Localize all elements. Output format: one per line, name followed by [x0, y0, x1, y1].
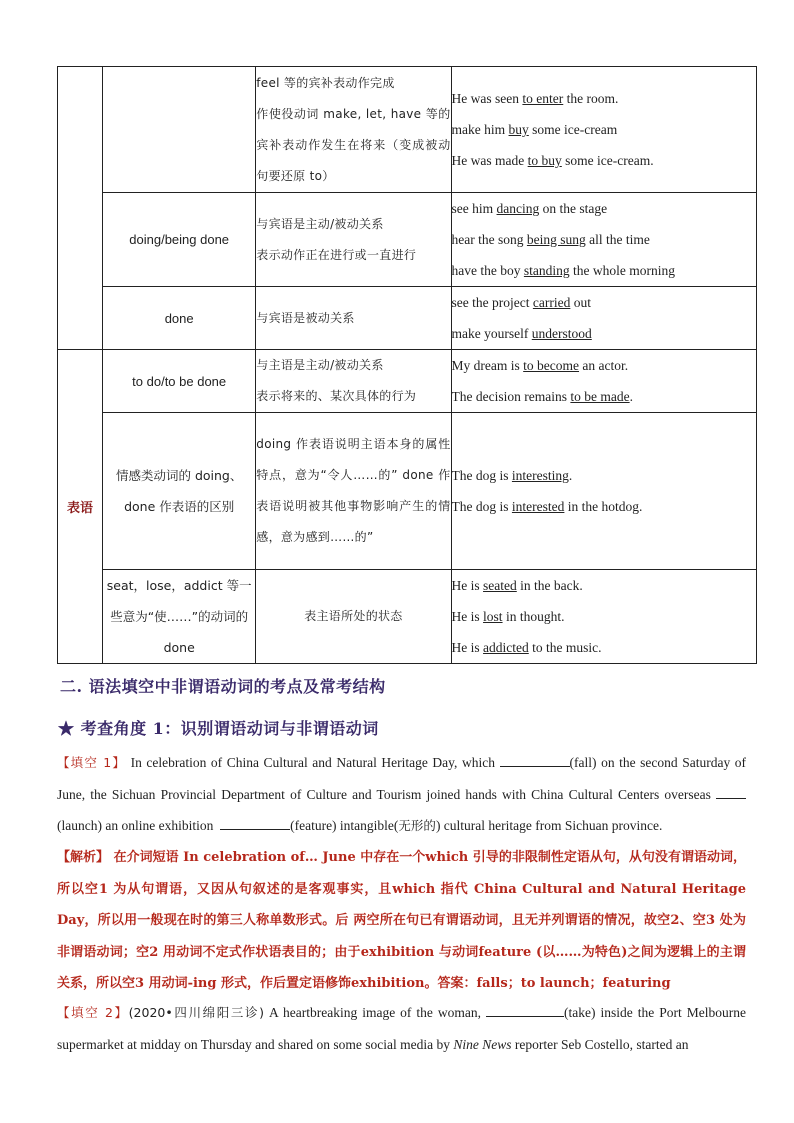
- usage-cell: doing 作表语说明主语本身的属性特点，意为“令人……的” done 作表语说明被其他事物影响产生的情感，意为感到……的”: [256, 413, 451, 570]
- answer-blank[interactable]: [486, 1003, 564, 1017]
- example-line: hear the song being sung all the time: [451, 232, 650, 247]
- non-finite-verb-table: [57, 66, 757, 664]
- form-cell: 情感类动词的 doing、done 作表语的区别: [103, 413, 256, 570]
- example-line: see the project carried out: [451, 295, 591, 310]
- underlined-verb: addicted: [483, 640, 529, 655]
- underlined-verb: standing: [523, 263, 570, 278]
- usage-line: 表示将来的、某次具体的行为: [256, 389, 417, 403]
- underlined-verb: interested: [511, 499, 565, 514]
- underlined-verb: seated: [483, 578, 517, 593]
- analysis-text: 在介词短语 In celebration of… June 中存在一个which 引导的非限制性定语从句，从句没有谓语动词，所以空1 为从句谓语，又因从句叙述的是客观事实，且which 指代 China Cultural and Natural Heritage Day，所以用一般现在时的第三人称单数形式。后 两空所在句已有谓语动词，且无并列谓语的情况，故空2、空3 处为非谓语动词；空2 用动词不定式作状语表目的；由于exhibition 与动词feature (以……为特色)之间为逻辑上的主谓关系，所以空3 用动词-ing 形式，作后置定语修饰exhibition。答案：falls；to launch；featuring: [57, 850, 746, 991]
- underlined-verb: to buy: [527, 153, 562, 168]
- example-line: have the boy standing the whole morning: [451, 263, 676, 278]
- category-cell-object-complement: [58, 67, 103, 350]
- sub-heading: ★ 考查角度 1：识别谓语动词与非谓语动词: [58, 719, 379, 738]
- example-cell: [451, 67, 756, 193]
- example-line: He is addicted to the music.: [451, 640, 602, 655]
- question-1: 【填空 1】 In celebration of China Cultural and Natural Heritage Day, which (fall) on the second Saturday of June, the Sichuan Provincial Department of Culture and Tourism joined hands with China Cultural Centers overseas (launch) an online exhibition (feature) intangible(无形的) cultural heritage from Sichuan province.: [57, 755, 747, 833]
- underlined-verb: carried: [532, 295, 571, 310]
- usage-line: 与宾语是主动/被动关系: [256, 216, 384, 231]
- usage-cell: [256, 287, 451, 350]
- table-row: [58, 413, 757, 570]
- example-line: He was made to buy some ice-cream.: [451, 153, 654, 168]
- underlined-verb: interesting: [511, 468, 569, 483]
- answer-blank[interactable]: [716, 785, 746, 799]
- underlined-verb: to become: [523, 358, 580, 373]
- example-line: make yourself understood: [451, 326, 592, 341]
- table-row: [58, 67, 757, 193]
- analysis-tag: 【解析】: [57, 850, 110, 865]
- example-line: The decision remains to be made.: [451, 389, 633, 404]
- example-cell: [451, 570, 756, 664]
- analysis-paragraph: [57, 842, 746, 1000]
- form-cell: to do/to be done: [103, 350, 256, 413]
- underlined-verb: buy: [508, 122, 529, 137]
- usage-cell: [256, 350, 451, 413]
- form-cell: [103, 67, 256, 193]
- section-heading: 二. 语法填空中非谓语动词的考点及常考结构: [60, 677, 386, 696]
- underlined-verb: understood: [531, 326, 592, 341]
- usage-line: 与宾语是被动关系: [256, 310, 355, 325]
- example-line: He is lost in thought.: [451, 609, 565, 624]
- question-tag: 【填空 2】: [57, 1005, 129, 1020]
- question-tag: 【填空 1】: [57, 755, 127, 770]
- table-row: [58, 350, 757, 413]
- example-cell: [451, 287, 756, 350]
- usage-cell: [256, 193, 451, 287]
- category-cell-predicative: 表语: [58, 350, 103, 664]
- question-2: 【填空 2】(2020•四川绵阳三诊) A heartbreaking image of the woman, (take) inside the Port Melbourne supermarket at midday on Thursday and shared on some social media by Nine News reporter Seb Costello, started an: [57, 1005, 746, 1052]
- form-cell: seat，lose，addict 等一些意为“使……”的动词的 done: [103, 570, 256, 664]
- example-line: see him dancing on the stage: [451, 201, 608, 216]
- usage-line: 作使役动词 make, let, have 等的宾补表动作发生在将来（变成被动句要还原 to）: [256, 106, 451, 183]
- form-cell: doing/being done: [103, 193, 256, 287]
- underlined-verb: dancing: [496, 201, 540, 216]
- table-row: [58, 570, 757, 664]
- example-cell: [451, 350, 756, 413]
- underlined-verb: to be made: [570, 389, 630, 404]
- example-line: make him buy some ice-cream: [451, 122, 618, 137]
- underlined-verb: being sung: [526, 232, 586, 247]
- underlined-verb: lost: [483, 609, 503, 624]
- example-cell: [451, 193, 756, 287]
- question-source: (2020•四川绵阳三诊): [128, 1005, 264, 1020]
- answer-blank[interactable]: [500, 753, 570, 767]
- chinese-gloss: 无形的: [398, 818, 436, 833]
- publication-name: Nine News: [453, 1036, 512, 1052]
- table-row: [58, 287, 757, 350]
- example-cell: [451, 413, 756, 570]
- example-line: He was seen to enter the room.: [451, 91, 619, 106]
- example-line: The dog is interested in the hotdog.: [451, 499, 643, 514]
- usage-cell: 表主语所处的状态: [256, 570, 451, 664]
- underlined-verb: to enter: [522, 91, 564, 106]
- form-cell: done: [103, 287, 256, 350]
- example-line: My dream is to become an actor.: [451, 358, 629, 373]
- answer-blank[interactable]: [220, 816, 290, 830]
- example-line: The dog is interesting.: [451, 468, 573, 483]
- usage-cell: [256, 67, 451, 193]
- usage-line: feel 等的宾补表动作完成: [256, 75, 395, 90]
- example-line: He is seated in the back.: [451, 578, 583, 593]
- usage-line: 表示动作正在进行或一直进行: [256, 247, 417, 262]
- usage-line: 与主语是主动/被动关系: [256, 358, 384, 372]
- table-row: [58, 193, 757, 287]
